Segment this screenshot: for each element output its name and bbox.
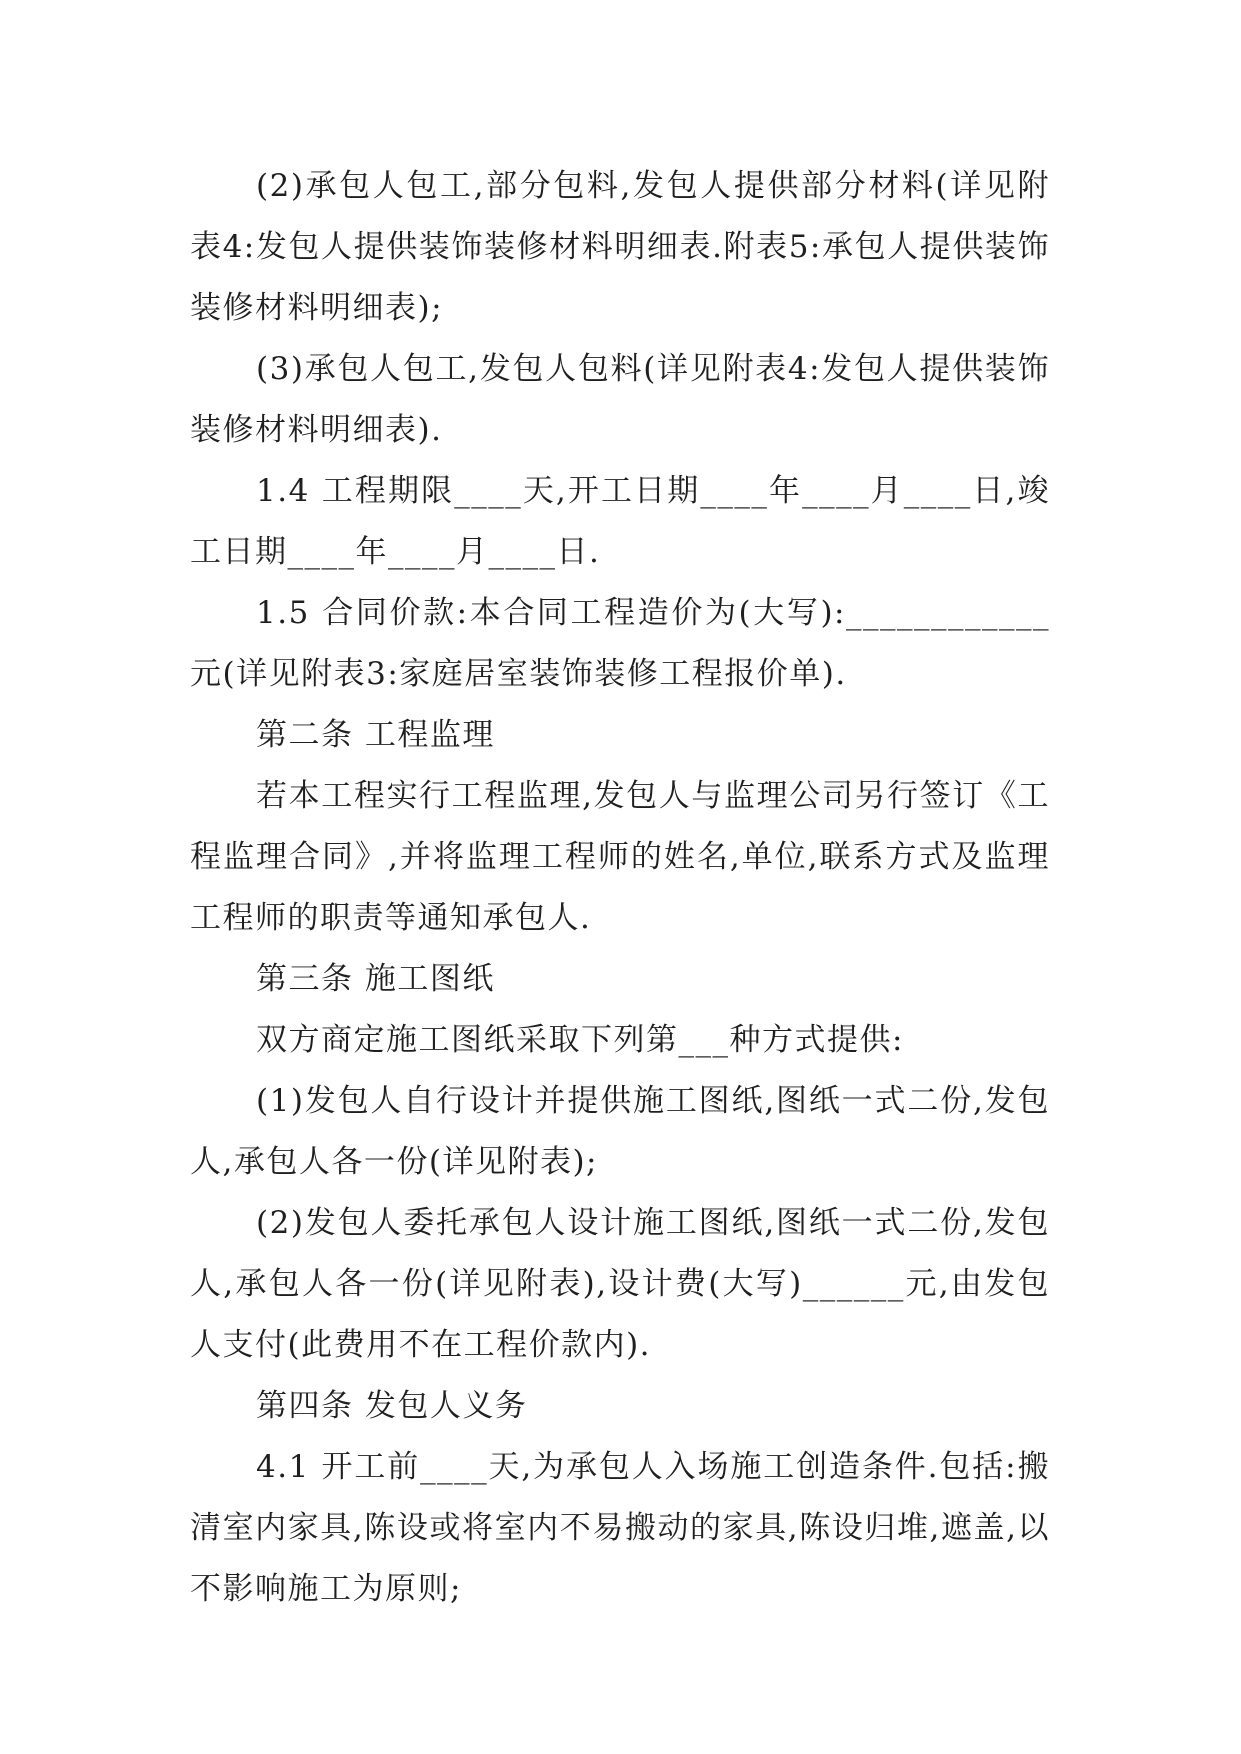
document-body — [190, 156, 1050, 1620]
paragraph-contract-mode-3: (3)承包人包工,发包人包料(详见附表4:发包人提供装饰装修材料明细表). — [190, 351, 1050, 448]
paragraph-drawing-option-2: (2)发包人委托承包人设计施工图纸,图纸一式二份,发包人,承包人各一份(详见附表),设计费(大写)______元,由发包人支付(此费用不在工程价款内). — [190, 1205, 1050, 1363]
paragraph-construction-period: 1.4 工程期限____天,开工日期____年____月____日,竣工日期____年____月____日. — [190, 473, 1050, 570]
paragraph-contract-mode-2: (2)承包人包工,部分包料,发包人提供部分材料(详见附表4:发包人提供装饰装修材料明细表.附表5:承包人提供装饰装修材料明细表); — [190, 168, 1050, 326]
paragraph-supervision: 若本工程实行工程监理,发包人与监理公司另行签订《工程监理合同》,并将监理工程师的姓名,单位,联系方式及监理工程师的职责等通知承包人. — [190, 778, 1050, 936]
paragraph-contract-price: 1.5 合同价款:本合同工程造价为(大写):____________元(详见附表3:家庭居室装饰装修工程报价单). — [190, 595, 1050, 692]
paragraph-drawing-method: 双方商定施工图纸采取下列第___种方式提供: — [256, 1022, 904, 1058]
article-4-heading: 第四条 发包人义务 — [256, 1388, 528, 1424]
article-3-heading: 第三条 施工图纸 — [256, 961, 495, 997]
paragraph-drawing-option-1: (1)发包人自行设计并提供施工图纸,图纸一式二份,发包人,承包人各一份(详见附表); — [190, 1083, 1050, 1180]
article-2-heading: 第二条 工程监理 — [256, 717, 495, 753]
paragraph-employer-obligation-4-1: 4.1 开工前____天,为承包人入场施工创造条件.包括:搬清室内家具,陈设或将室内不易搬动的家具,陈设归堆,遮盖,以不影响施工为原则; — [190, 1449, 1050, 1607]
